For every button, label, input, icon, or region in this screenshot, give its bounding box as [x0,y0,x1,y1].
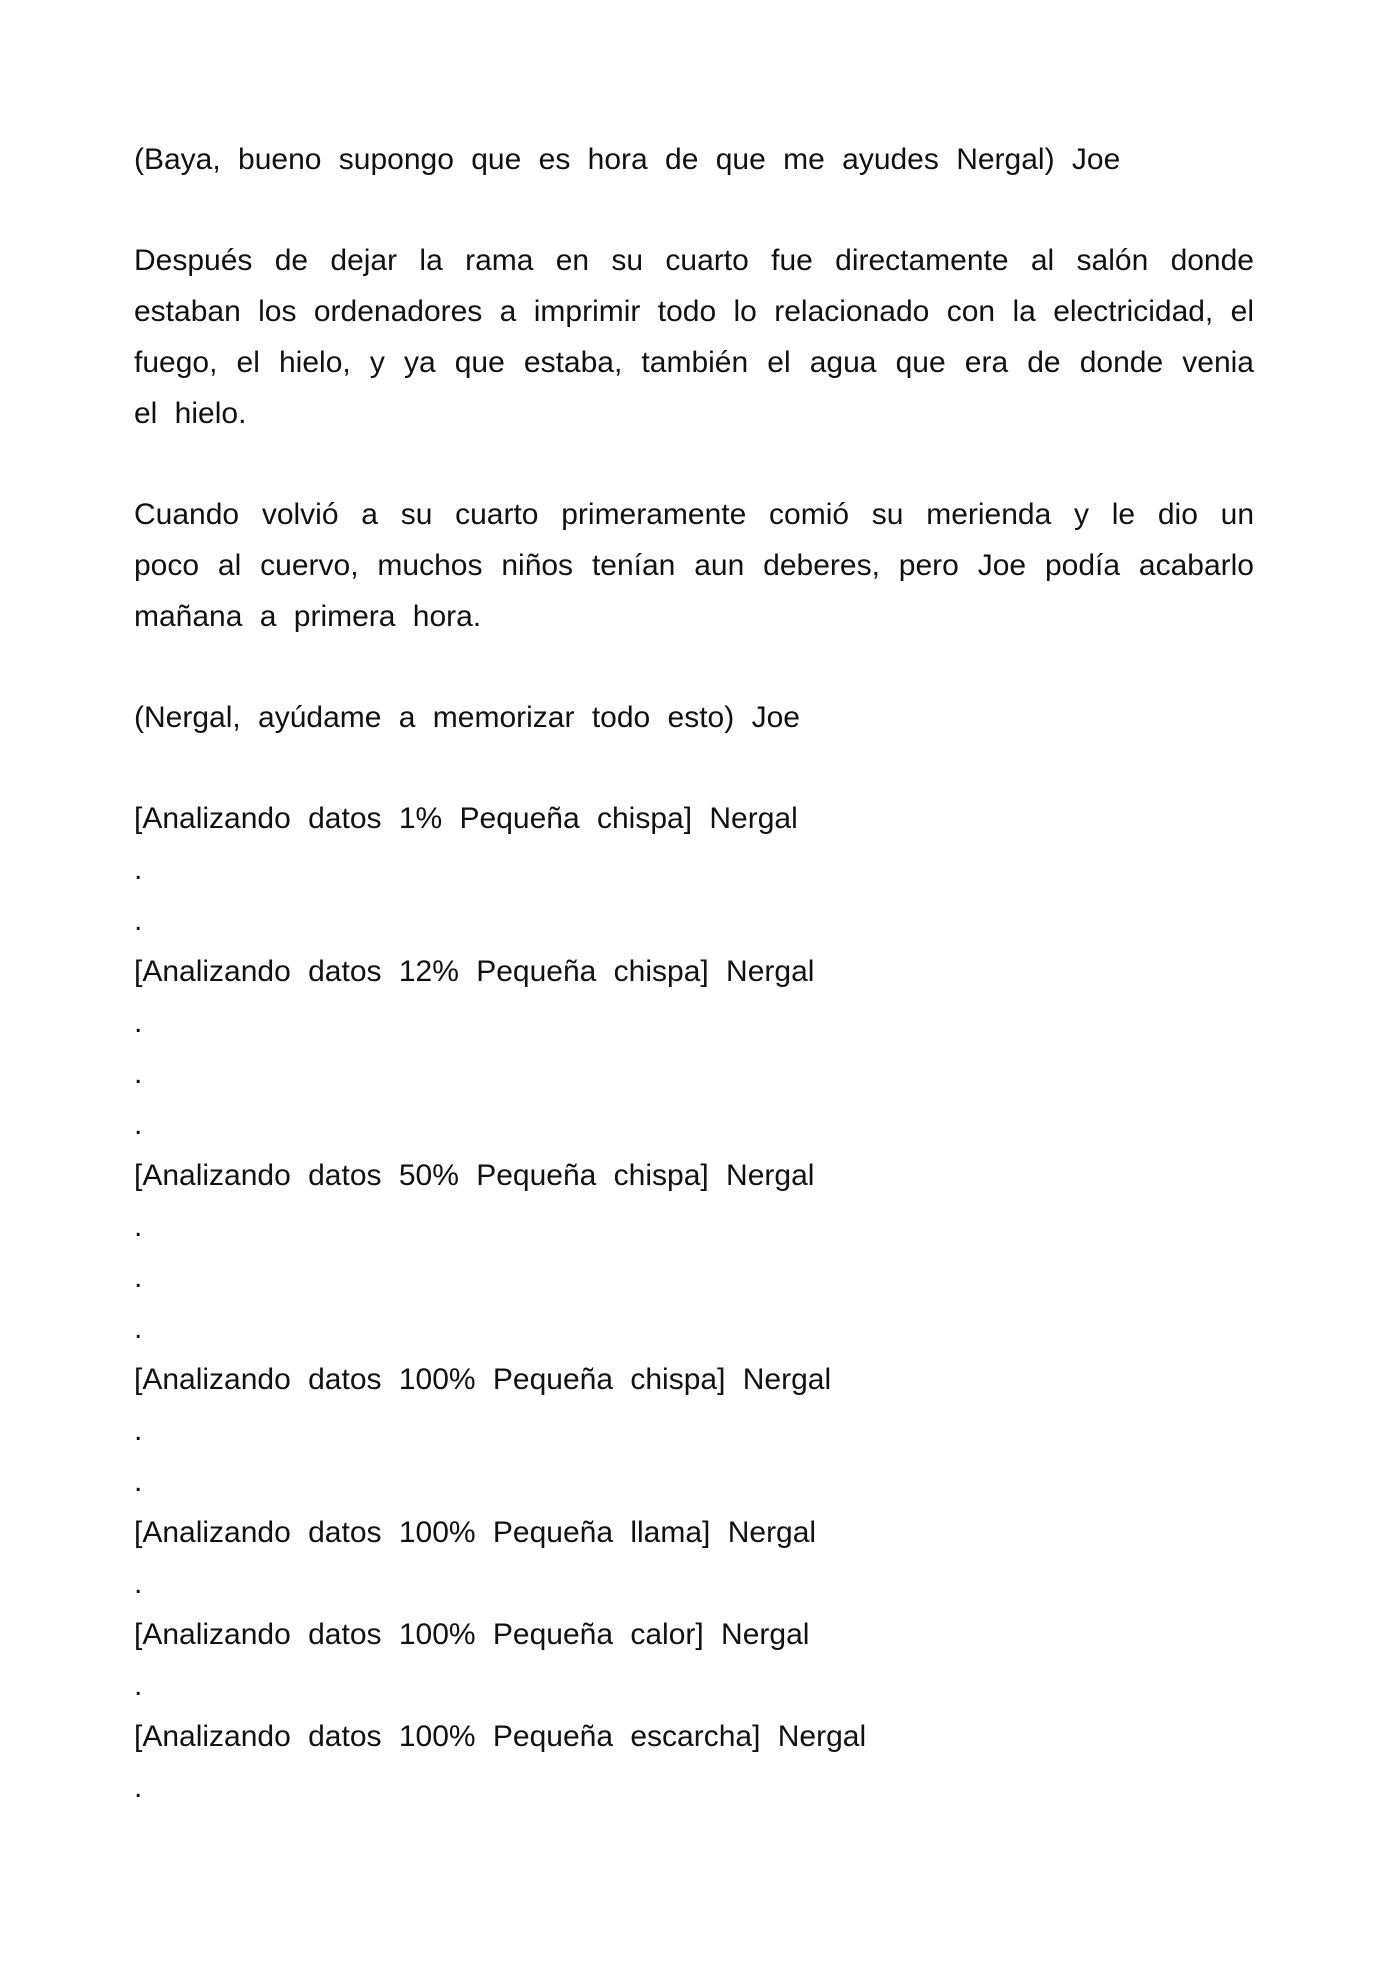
ellipsis-dot: . [134,1669,143,1702]
ellipsis-dot: . [134,1312,143,1345]
analysis-line-100-escarcha: [Analizando datos 100% Pequeña escarcha] Nergal [134,1720,867,1753]
analysis-line-100-calor: [Analizando datos 100% Pequeña calor] Nergal [134,1618,810,1651]
ellipsis-dot: . [134,1261,143,1294]
ellipsis-dot: . [134,853,143,886]
ellipsis-dot: . [134,1465,143,1498]
ellipsis-dot: . [134,1414,143,1447]
dialogue-intro: (Baya, bueno supongo que es hora de que me ayudes Nergal) Joe [134,143,1121,176]
document-body [134,134,1254,1813]
ellipsis-dot: . [134,1567,143,1600]
ellipsis-dot: . [134,1771,143,1804]
analysis-line-12: [Analizando datos 12% Pequeña chispa] Nergal [134,955,815,988]
ellipsis-dot: . [134,904,143,937]
ellipsis-dot: . [134,1006,143,1039]
analysis-line-100-chispa: [Analizando datos 100% Pequeña chispa] Nergal [134,1363,832,1396]
paragraph-after-branch: Después de dejar la rama en su cuarto fue directamente al salón donde estaban los ordenadores a imprimir todo lo relacionado con la electricidad, el fuego, el hielo, y ya que estaba, también el agua que era de donde venia el hielo. [134,244,1254,430]
analysis-line-50: [Analizando datos 50% Pequeña chispa] Nergal [134,1159,815,1192]
paragraph-gap [134,743,1254,793]
analysis-line-1: [Analizando datos 1% Pequeña chispa] Nergal [134,802,798,835]
paragraph-gap [134,439,1254,489]
ellipsis-dot: . [134,1210,143,1243]
paragraph-back-room: Cuando volvió a su cuarto primeramente comió su merienda y le dio un poco al cuervo, muchos niños tenían aun deberes, pero Joe podía acabarlo mañana a primera hora. [134,498,1254,633]
analysis-line-100-llama: [Analizando datos 100% Pequeña llama] Nergal [134,1516,817,1549]
ellipsis-dot: . [134,1108,143,1141]
ellipsis-dot: . [134,1057,143,1090]
paragraph-gap [134,642,1254,692]
dialogue-memorize: (Nergal, ayúdame a memorizar todo esto) Joe [134,701,800,734]
paragraph-gap [134,185,1254,235]
